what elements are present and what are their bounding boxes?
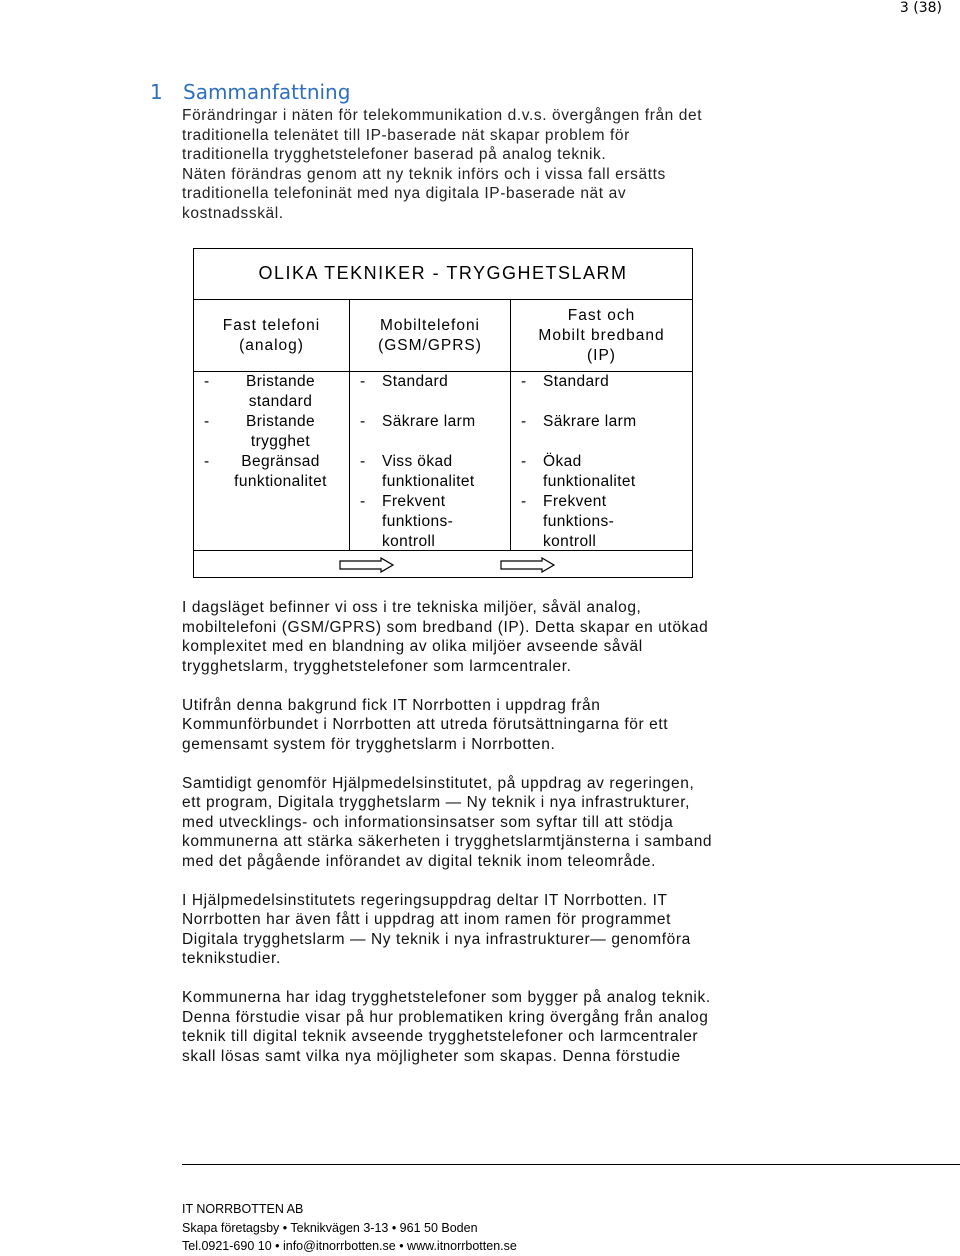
item-text: Säkrare larm: [382, 413, 476, 430]
text-line: kommunerna att stärka säkerheten i trygghetslarmtjänsterna i samband: [182, 833, 713, 850]
column-body-fixed-telephony: [194, 371, 349, 551]
page-number: 3 (38): [899, 0, 942, 16]
text-line: mobiltelefoni (GSM/GPRS) som bredband (IP). Detta skapar en utökad: [182, 618, 709, 636]
column-header-mobile-telephony: [349, 299, 510, 371]
paragraph: [182, 988, 782, 1066]
item-dash: -: [204, 453, 210, 470]
item-text: [543, 452, 688, 492]
text-line: Kommunförbundet i Norrbotten att utreda förutsättningarna för ett: [182, 716, 669, 733]
item-text: [216, 452, 345, 492]
diagram-title: OLIKA TEKNIKER - TRYGGHETSLARM: [258, 263, 628, 283]
item-text: Standard: [382, 373, 449, 390]
item-dash: -: [360, 413, 366, 430]
header-line: Mobilt bredband: [538, 326, 665, 344]
text-line: Kommunerna har idag trygghetstelefoner som bygger på analog teknik.: [182, 989, 711, 1006]
item-line: Viss ökad: [382, 453, 453, 470]
item-line: kontroll: [543, 533, 597, 550]
header-line: (IP): [587, 346, 616, 364]
text-line: skall lösas samt vilka nya möjligheter som skapas. Denna förstudie: [182, 1047, 681, 1065]
column-header-fixed-telephony: [194, 299, 349, 371]
column-header-broadband: [510, 299, 692, 371]
text-line: gemensamt system för trygghetslarm i Norrbotten.: [182, 735, 556, 753]
item-line: funktions-: [543, 513, 615, 530]
text-line: ett program, Digitala trygghetslarm — Ny teknik i nya infrastrukturer,: [182, 794, 691, 811]
item-dash: -: [521, 493, 527, 510]
item-line: Bristande: [245, 413, 316, 430]
item-text: Standard: [543, 373, 610, 390]
item-text: [382, 492, 506, 552]
footer-company: IT NORRBOTTEN AB: [182, 1202, 304, 1216]
item-dash: -: [521, 373, 527, 390]
paragraph: [182, 598, 782, 676]
text-line: trygghetslarm, trygghetstelefoner som larmcentraler.: [182, 657, 572, 675]
paragraph: [182, 774, 782, 872]
header-line: (analog): [239, 336, 304, 354]
item-dash: -: [360, 453, 366, 470]
text-line: komplexitet med en blandning av olika miljöer avseende såväl: [182, 638, 643, 655]
item-line: kontroll: [382, 533, 436, 550]
text-line: med det pågående införandet av digital teknik inom teleområde.: [182, 852, 657, 870]
text-line: I Hjälpmedelsinstitutets regeringsuppdrag deltar IT Norrbotten. IT: [182, 891, 668, 909]
item-line: Ökad: [543, 453, 582, 470]
item-text: [216, 372, 345, 412]
item-text: [382, 452, 506, 492]
right-arrow-icon: [339, 557, 395, 573]
body-text: [182, 598, 782, 1086]
section-heading: [150, 80, 350, 104]
paragraph: [182, 696, 782, 755]
item-line: Begränsad: [241, 453, 320, 470]
intro-line: Näten förändras genom att ny teknik införs och i vissa fall ersätts: [182, 165, 666, 183]
right-arrow-icon: [500, 557, 556, 573]
item-dash: -: [521, 413, 527, 430]
intro-line: traditionella trygghetstelefoner baserad på analog teknik.: [182, 146, 607, 163]
item-dash: -: [204, 413, 210, 430]
text-line: I dagsläget befinner vi oss i tre tekniska miljöer, såväl analog,: [182, 599, 642, 616]
intro-line: Förändringar i näten för telekommunikation d.v.s. övergången från det: [182, 107, 703, 124]
intro-text: [182, 106, 782, 223]
header-line: Mobiltelefoni: [379, 316, 481, 334]
header-line: (GSM/GPRS): [378, 336, 482, 354]
item-line: Bristande: [245, 373, 316, 390]
item-dash: -: [521, 453, 527, 470]
text-line: Samtidigt genomför Hjälpmedelsinstitutet, på uppdrag av regeringen,: [182, 774, 695, 792]
column-body-mobile-telephony: [349, 371, 510, 551]
text-line: Utifrån denna bakgrund fick IT Norrbotten i uppdrag från: [182, 696, 601, 714]
footer-contact: Tel.0921-690 10 • info@itnorrbotten.se • www.itnorrbotten.se: [182, 1239, 517, 1253]
intro-line: traditionella telefoninät med nya digitala IP-baserade nät av: [182, 185, 627, 202]
header-line: Fast och: [567, 306, 636, 324]
column-body-broadband: [510, 371, 692, 551]
item-text: Säkrare larm: [543, 413, 637, 430]
footer: [182, 1200, 517, 1256]
item-line: funktionalitet: [382, 473, 475, 490]
text-line: Norrbotten har även fått i uppdrag att inom ramen för programmet: [182, 911, 671, 928]
text-line: Denna förstudie visar på hur problematiken kring övergång från analog: [182, 1008, 709, 1026]
item-line: funktions-: [382, 513, 454, 530]
text-line: Digitala trygghetslarm — Ny teknik i nya infrastrukturer— genomföra: [182, 930, 691, 948]
footer-address: Skapa företagsby • Teknikvägen 3-13 • 961 50 Boden: [182, 1220, 478, 1235]
intro-line: traditionella telenätet till IP-baserade nät skapar problem för: [182, 126, 630, 144]
text-line: med utvecklings- och informationsinsatser som syftar till att stödja: [182, 813, 674, 831]
item-line: trygghet: [250, 433, 311, 450]
item-dash: -: [360, 373, 366, 390]
item-text: [216, 412, 345, 452]
item-text: [543, 492, 688, 552]
item-dash: -: [360, 493, 366, 510]
item-line: Frekvent: [382, 493, 446, 510]
section-title: Sammanfattning: [183, 80, 351, 104]
text-line: teknik till digital teknik avseende trygghetstelefoner och larmcentraler: [182, 1028, 699, 1045]
item-line: funktionalitet: [543, 473, 636, 490]
technology-comparison-diagram: [193, 248, 693, 578]
item-line: standard: [248, 393, 313, 410]
text-line: teknikstudier.: [182, 950, 281, 967]
header-line: Fast telefoni: [222, 316, 321, 334]
item-line: Frekvent: [543, 493, 607, 510]
intro-line: kostnadsskäl.: [182, 204, 284, 222]
item-dash: -: [204, 373, 210, 390]
item-line: funktionalitet: [234, 473, 327, 490]
paragraph: [182, 891, 782, 969]
section-number: 1: [150, 80, 163, 104]
footer-divider: [182, 1164, 960, 1165]
